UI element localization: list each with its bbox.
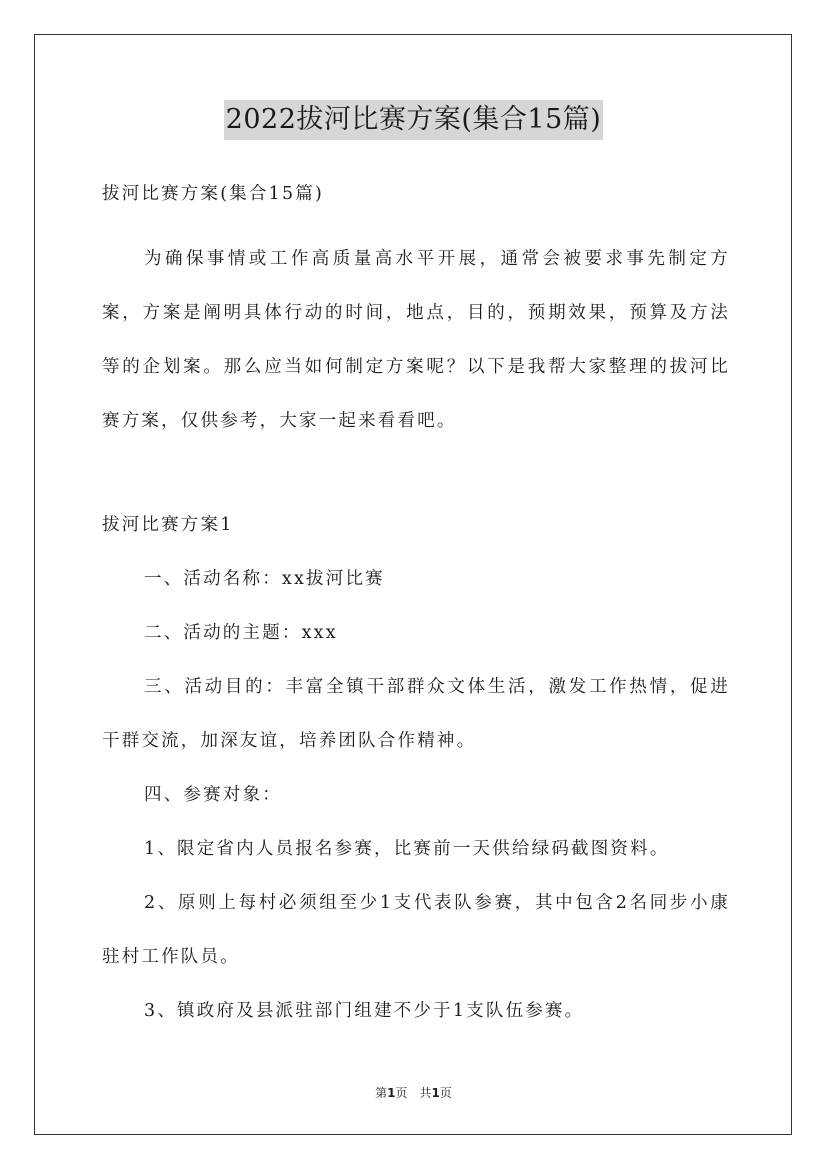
footer-prefix: 第 [375,1086,388,1100]
page-footer [0,1084,827,1101]
title-area [0,100,827,140]
document-title: 2022拔河比赛方案(集合15篇) [224,100,604,140]
document-subtitle: 拔河比赛方案(集合15篇) [102,184,325,204]
list-item: 2、原则上每村必须组至少1支代表队参赛，其中包含2名同步小康驻村工作队员。 [102,893,730,967]
footer-page-current: 1 [387,1086,396,1100]
intro-paragraph: 为确保事情或工作高质量高水平开展，通常会被要求事先制定方案，方案是阐明具体行动的时间，地点，目的，预期效果，预算及方法等的企划案。那么应当如何制定方案呢？以下是我帮大家整理的拔河比赛方案，仅供参考，大家一起来看看吧。 [102,249,730,431]
footer-page-total: 1 [431,1086,440,1100]
list-item: 四、参赛对象： [144,785,282,805]
list-item: 3、镇政府及县派驻部门组建不少于1支队伍参赛。 [144,1001,585,1021]
list-item: 一、活动名称：xx拔河比赛 [144,569,385,589]
document-body [102,176,730,1038]
list-item: 三、活动目的：丰富全镇干部群众文体生活，激发工作热情，促进干群交流，加深友谊，培养团队合作精神。 [102,677,730,751]
list-item: 二、活动的主题：xxx [144,623,338,643]
section-spacer [102,448,730,498]
footer-suffix: 页 [439,1086,452,1100]
footer-mid: 页 共 [395,1086,432,1100]
section-heading: 拔河比赛方案1 [102,515,234,535]
list-item: 1、限定省内人员报名参赛，比赛前一天供给绿码截图资料。 [144,839,670,859]
